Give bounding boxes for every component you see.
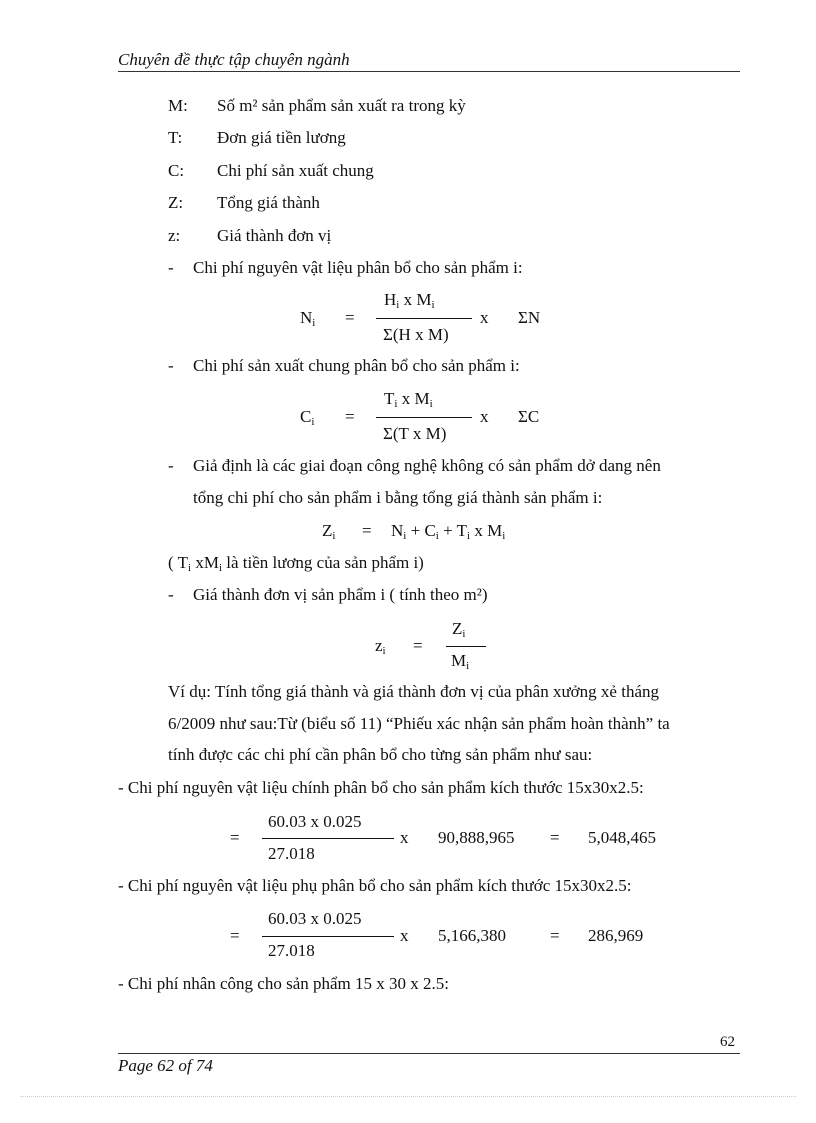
calc-aux-material-eq2: = [550, 926, 560, 945]
calc-aux-material-total: 5,166,380 [438, 926, 506, 945]
formula-n-lhs: $N_i$ [300, 308, 316, 329]
legend-symbol-C: C: [168, 161, 185, 180]
calc-aux-material-eq: = [230, 926, 240, 945]
formula-c-fraction-line [376, 417, 472, 418]
calc-aux-material-fraction-line [262, 936, 394, 937]
formula-unit-denominator: $M_i$ [451, 651, 470, 672]
legend-symbol-M: M: [168, 96, 188, 115]
calc-aux-material-numerator: 60.03 x 0.025 [268, 909, 362, 928]
example-line-1: Ví dụ: Tính tổng giá thành và giá thành đơn vị của phân xưởng xẻ tháng [168, 682, 659, 701]
bullet-dash: - [168, 456, 174, 475]
calc-main-material-eq: = [230, 828, 240, 847]
bullet-text-unit-cost: Giá thành đơn vị sản phẩm i ( tính theo m²) [193, 585, 488, 604]
formula-n-eq: = [345, 308, 355, 327]
calc-aux-material-label: - Chi phí nguyên vật liệu phụ phân bổ cho sản phẩm kích thước 15x30x2.5: [118, 876, 632, 895]
calc-labor-label: - Chi phí nhân công cho sản phẩm 15 x 30 x 2.5: [118, 974, 449, 993]
calc-main-material-fraction-line [262, 838, 394, 839]
header-title: Chuyên đề thực tập chuyên ngành [118, 50, 350, 69]
bullet-text-material: Chi phí nguyên vật liệu phân bổ cho sản phẩm i: [193, 258, 523, 277]
formula-c-eq: = [345, 407, 355, 426]
note-wage: ( $T_i$ $xM_i$ là tiền lương của sản phẩm i) [168, 553, 424, 574]
formula-n-fraction-line [376, 318, 472, 319]
formula-c-denominator: Σ(T x M) [383, 424, 447, 443]
bullet-text-assumption-2: tổng chi phí cho sản phẩm i bằng tổng giá thành sản phẩm i: [193, 488, 603, 507]
legend-text-C: Chi phí sản xuất chung [217, 161, 374, 180]
legend-symbol-T: T: [168, 128, 183, 147]
formula-z-eq: = [362, 521, 372, 540]
calc-main-material-result: 5,048,465 [588, 828, 656, 847]
header-rule [118, 71, 740, 72]
bullet-dash: - [168, 258, 174, 277]
calc-aux-material-denominator: 27.018 [268, 941, 315, 960]
formula-c-total: ΣC [518, 407, 540, 426]
calc-aux-material-op: x [400, 926, 409, 945]
formula-unit-lhs: $z_i$ [375, 636, 386, 657]
example-line-2: 6/2009 như sau:Từ (biểu số 11) “Phiếu xác nhận sản phẩm hoàn thành” ta [168, 714, 670, 733]
page-bottom-divider [20, 1096, 796, 1097]
bullet-text-overhead: Chi phí sản xuất chung phân bổ cho sản phẩm i: [193, 356, 520, 375]
legend-text-M: Số m² sản phẩm sản xuất ra trong kỳ [217, 96, 466, 115]
calc-main-material-op: x [400, 828, 409, 847]
formula-unit-eq: = [413, 636, 423, 655]
bullet-dash: - [168, 585, 174, 604]
formula-z-rhs: $N_i + C_i + T_i$ x $M_i$ [391, 521, 506, 542]
formula-unit-fraction-line [446, 646, 486, 647]
formula-z-lhs: $Z_i$ [322, 521, 336, 542]
formula-n-denominator: Σ(H x M) [383, 325, 449, 344]
bullet-dash: - [168, 356, 174, 375]
legend-symbol-Z: Z: [168, 193, 184, 212]
legend-symbol-z: z: [168, 226, 181, 245]
footer-rule [118, 1053, 740, 1054]
formula-c-op: x [480, 407, 489, 426]
formula-c-numerator: $T_i$ x $M_i$ [384, 389, 433, 410]
calc-main-material-eq2: = [550, 828, 560, 847]
formula-n-numerator: $H_i$ x $M_i$ [384, 290, 435, 311]
formula-unit-numerator: $Z_i$ [452, 619, 466, 640]
formula-c-lhs: $C_i$ [300, 407, 315, 428]
formula-n-op: x [480, 308, 489, 327]
calc-main-material-total: 90,888,965 [438, 828, 515, 847]
formula-n-total: ΣN [518, 308, 541, 327]
calc-main-material-label: - Chi phí nguyên vật liệu chính phân bổ cho sản phẩm kích thước 15x30x2.5: [118, 778, 644, 797]
page-of-label: Page 62 of 74 [118, 1056, 213, 1075]
calc-aux-material-result: 286,969 [588, 926, 644, 945]
page-number: 62 [720, 1034, 735, 1050]
example-line-3: tính được các chi phí cần phân bổ cho từng sản phẩm như sau: [168, 745, 593, 764]
legend-text-T: Đơn giá tiền lương [217, 128, 346, 147]
calc-main-material-denominator: 27.018 [268, 844, 315, 863]
bullet-text-assumption-1: Giả định là các giai đoạn công nghệ không có sản phẩm dở dang nên [193, 456, 661, 475]
calc-main-material-numerator: 60.03 x 0.025 [268, 812, 362, 831]
legend-text-z: Giá thành đơn vị [217, 226, 332, 245]
legend-text-Z: Tổng giá thành [217, 193, 320, 212]
